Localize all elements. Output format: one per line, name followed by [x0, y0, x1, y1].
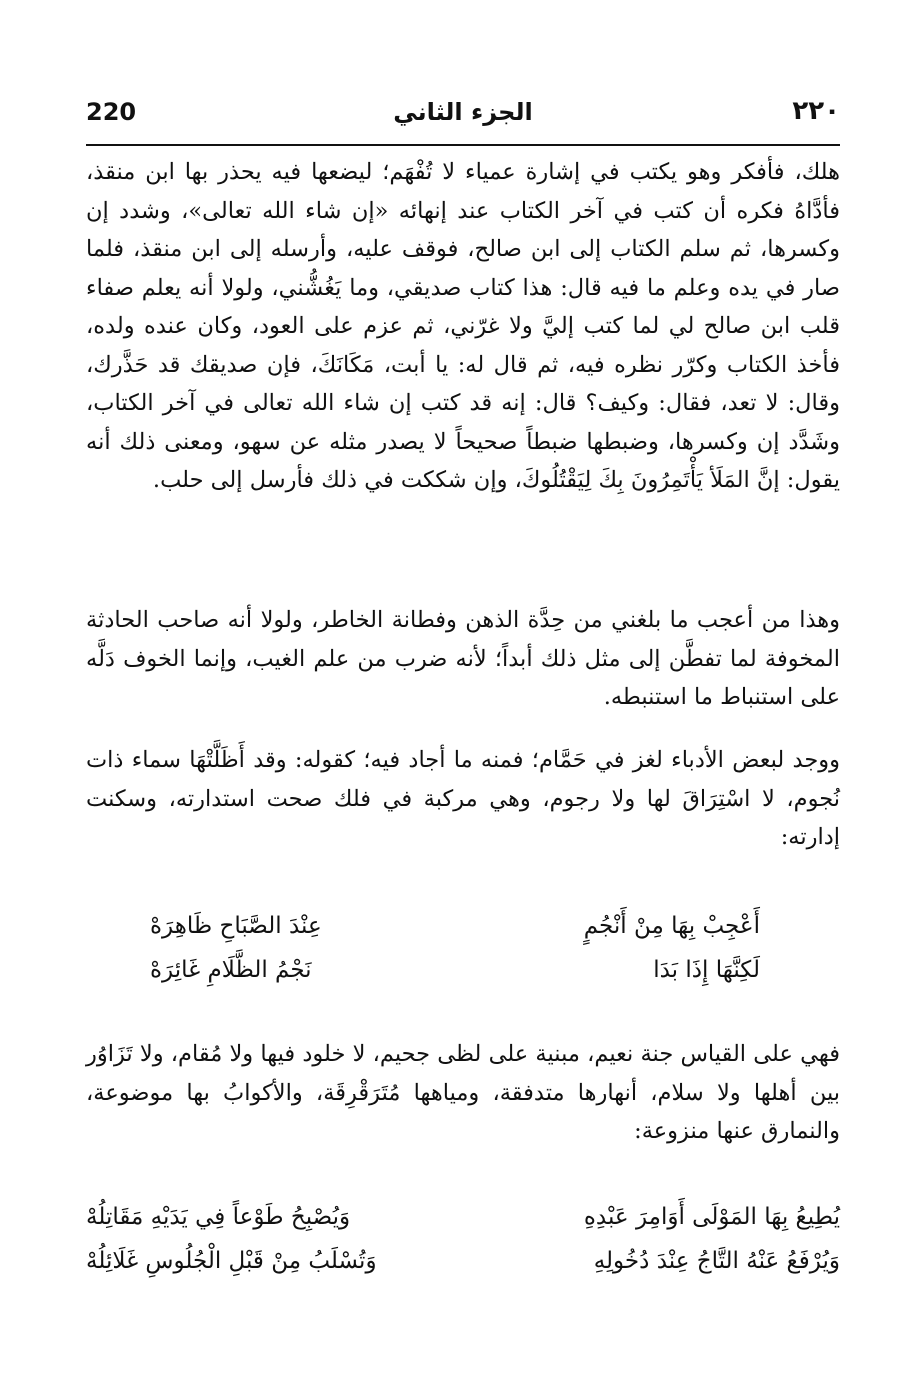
poem-1-verse-1-second-hemistich: عِنْدَ الصَّبَاحِ ظَاهِرَهْ — [150, 913, 322, 939]
paragraph-1: هلك، فأفكر وهو يكتب في إشارة عمياء لا تُفْهَم؛ ليضعها فيه يحذر بها ابن منقذ، فأدَّاهُ فكره أن كتب في آخر الكتاب عند إنهائه «إن شاء الله تعالى»، وشدد إن وكسرها، ثم سلم الكتاب إلى ابن صالح، فوقف عليه، وأرسله إلى ابن منقذ، فلما صار في يده وعلم ما فيه قال: هذا كتاب صديقي، وما يَغُشُّني، ولولا أنه يعلم صفاء قلب ابن صالح لي لما كتب إليَّ ولا غرّني، ثم عزم على العود، وكان عنده ولده، فأخذ الكتاب وكرّر نظره فيه، ثم قال له: يا أبت، مَكَانَكَ، فإن صديقك قد حَذَّرك، وقال: لا تعد، فقال: وكيف؟ قال: إنه قد كتب إن شاء الله تعالى في آخر الكتاب، وشَدَّد إن وكسرها، وضبطها ضبطاً صحيحاً لا يصدر مثله عن سهو، ومعنى ذلك أنه يقول: إنَّ المَلَأ يَأْتَمِرُونَ بِكَ لِيَقْتُلُوكَ، وإن شككت في ذلك فأرسل إلى حلب. — [86, 159, 840, 493]
header-rule — [86, 144, 840, 146]
poem-2-verse-2-second-hemistich: وَتُسْلَبُ مِنْ قَبْلِ الْجُلُوسِ غَلَائِلُهْ — [86, 1248, 377, 1274]
poem-1-verse-1-first-hemistich: أَعْجِبْ بِهَا مِنْ أَنْجُمٍ — [583, 913, 760, 939]
page-header — [86, 96, 840, 140]
page-number-latin: 220 — [86, 98, 137, 126]
poem-2 — [86, 1195, 840, 1283]
poem-1-verse-2 — [150, 948, 760, 992]
poem-1-verse-2-second-hemistich: نَجْمُ الظَّلَامِ غَائِرَهْ — [150, 957, 312, 983]
poem-1-verse-1 — [150, 904, 760, 948]
paragraph-2: وهذا من أعجب ما بلغني من حِدَّة الذهن وفطانة الخاطر، ولولا أنه صاحب الحادثة المخوفة لما تفطَّن إلى مثل ذلك أبداً؛ لأنه ضرب من علم الغيب، وإنما الخوف دَلَّه على استنباط ما استنبطه. — [86, 607, 840, 710]
page-number-arabic: ٢٢٠ — [792, 96, 840, 126]
poem-2-verse-1-first-hemistich: يُطِيعُ بِهَا المَوْلَى أَوَامِرَ عَبْدِهِ — [583, 1204, 840, 1230]
poem-1 — [150, 904, 760, 992]
paragraph-4: فهي على القياس جنة نعيم، مبنية على لظى جحيم، لا خلود فيها ولا مُقام، ولا تَزَاوُر بين أهلها ولا سلام، أنهارها متدفقة، ومياهها مُتَرَقْرِقَة، والأكوابُ بها موضوعة، والنمارق عنها منزوعة: — [86, 1041, 840, 1144]
running-title: الجزء الثاني — [393, 98, 533, 126]
poem-2-verse-1 — [86, 1195, 840, 1239]
poem-1-verse-2-first-hemistich: لَكِنَّهَا إِذَا بَدَا — [653, 957, 760, 983]
poem-2-verse-1-second-hemistich: وَيُصْبِحُ طَوْعاً فِي يَدَيْهِ مَقَاتِلُهْ — [86, 1204, 351, 1230]
poem-2-verse-2 — [86, 1239, 840, 1283]
poem-2-verse-2-first-hemistich: وَيُرْفَعُ عَنْهُ التَّاجُ عِنْدَ دُخُولِهِ — [593, 1248, 840, 1274]
paragraph-3: ووجد لبعض الأدباء لغز في حَمَّام؛ فمنه ما أجاد فيه؛ كقوله: وقد أَظَلَّتْهَا سماء ذات نُجوم، لا اسْتِرَاقَ لها ولا رجوم، وهي مركبة في فلك صحت استدارته، وسكنت إدارته: — [86, 747, 840, 850]
